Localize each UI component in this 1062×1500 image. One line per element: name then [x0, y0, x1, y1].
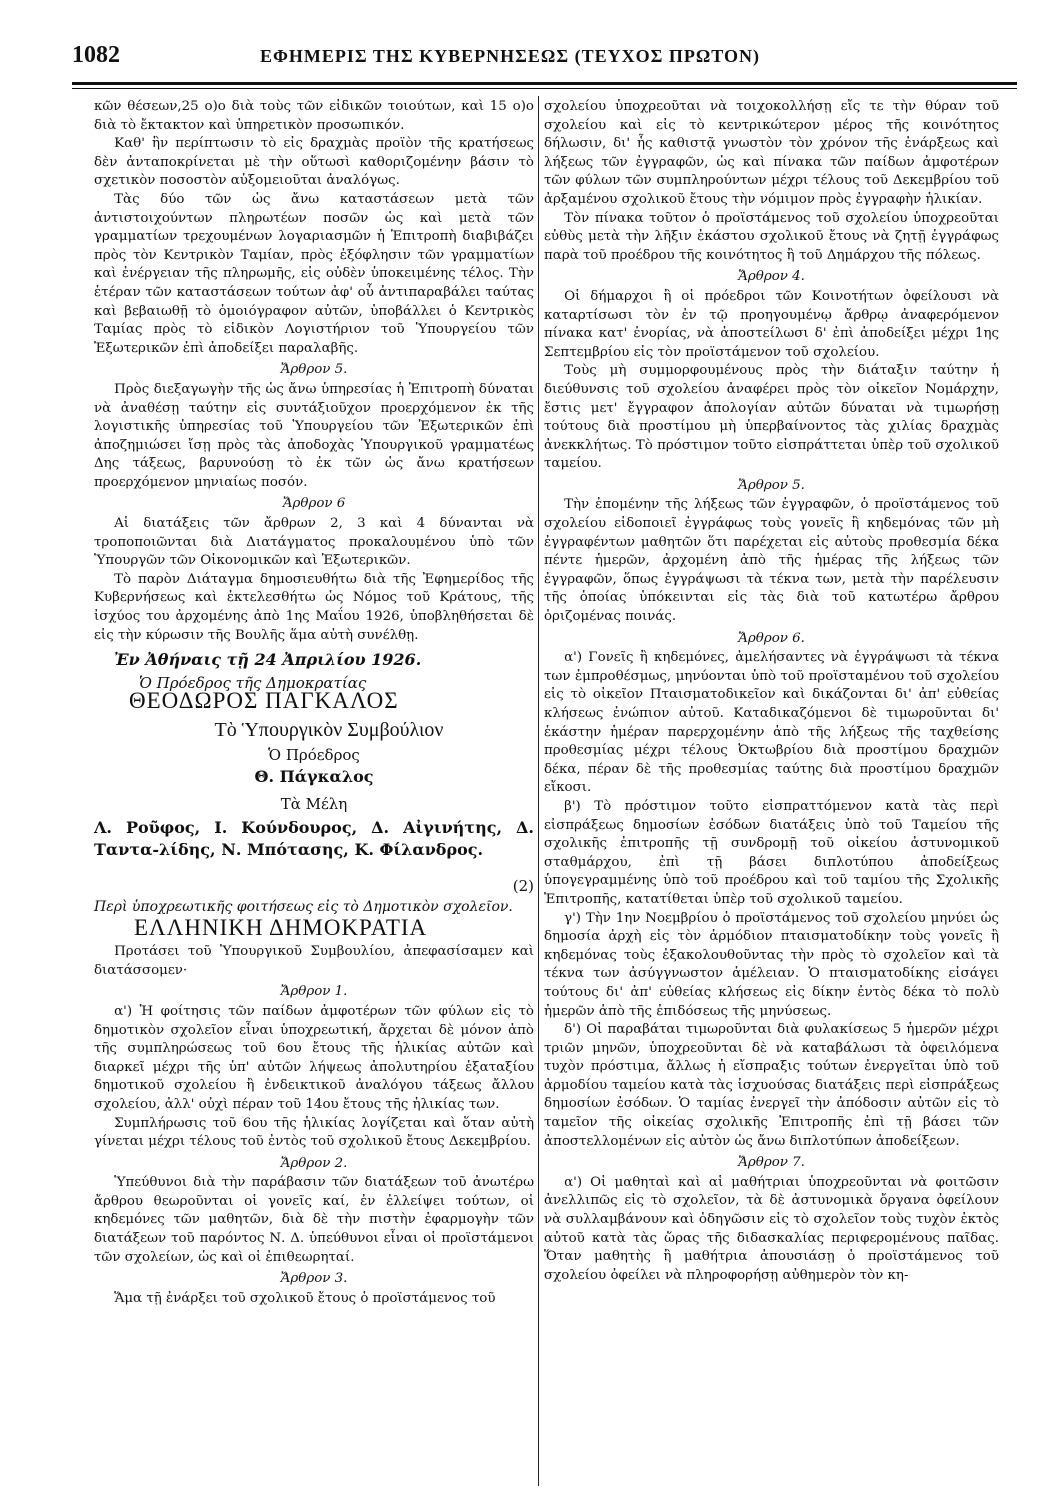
paragraph: α') Ἡ φοίτησις τῶν παίδων ἀμφοτέρων τῶν φύλων εἰς τὸ δημοτικὸν σχολεῖον εἶναι ὑποχρεωτική, ἄρχεται δὲ μόνον ἀπὸ τῆς συμπληρώσεως τοῦ 6ου ἔτους τῆς ἡλικίας αὐτῶν καὶ διαρκεῖ μέχρι τῆς ὑπ' αὐτῶν λήψεως ἀπολυτηρίου ἑξαταξίου δημοτικοῦ σχολείου ἢ ἐνδεικτικοῦ ἀναλόγου τάξεως ἄλλου σχολείου, ἀλλ' οὐχὶ πέραν τοῦ 14ου ἔτους τῆς ἡλικίας των.	[94, 1003, 534, 1112]
right-column	[544, 98, 999, 1285]
column-divider	[538, 96, 539, 1486]
paragraph: Συμπλήρωσις τοῦ 6ου τῆς ἡλικίας λογίζεται καὶ ὅταν αὐτὴ γίνεται μέχρι τέλους τοῦ ἐντὸς τοῦ σχολικοῦ ἔτους Δεκεμβρίου.	[94, 1115, 534, 1150]
paragraph: Τοὺς μὴ συμμορφουμένους πρὸς τὴν διάταξιν ταύτην ἡ διεύθυνσις τοῦ σχολείου ἀναφέρει πρὸς τὸν οἰκεῖον Νομάρχην, ἔστις μετ' ἔγγραφον ἀπολογίαν αὐτῶν δύναται νὰ τιμωρήσῃ τούτους διὰ προστίμου μὴ ὑπερβαίνοντος τὰς χιλίας δραχμὰς ἀνεκκλήτως. Τὸ πρόστιμον τοῦτο εἰσπράττεται ὑπὲρ τοῦ σχολικοῦ ταμείου.	[544, 363, 999, 472]
paragraph: κῶν θέσεων,25 ο)ο διὰ τοὺς τῶν εἰδικῶν τοιούτων, καὶ 15 ο)ο διὰ τὸ ἔκτακτον καὶ ὑπηρετικὸν προσωπικόν.	[94, 99, 534, 133]
left-column	[94, 98, 534, 1308]
paragraph: Ὑπεύθυνοι διὰ τὴν παράβασιν τῶν διατάξεων τοῦ ἀνωτέρω ἄρθρου θεωροῦνται οἱ γονεῖς καί, ἐν ἐλλείψει τούτων, οἱ κηδεμόνες τῶν μαθητῶν, διὰ δὲ τὴν πιστὴν ἐφαρμογὴν τῶν διατάξεων τοῦ παρόντος Ν. Δ. ὑπεύθυνοι εἶναι οἱ προϊστάμενοι τῶν σχολείων, ὡς καὶ οἱ ἐπιθεωρηταί.	[94, 1175, 534, 1265]
article-heading: Ἄρθρον 1.	[280, 984, 348, 1000]
paragraph: β') Τὸ πρόστιμον τοῦτο εἰσπραττόμενον κατὰ τὰς περὶ εἰσπράξεως δημοσίων ἐσόδων διατάξεις ὑπὸ τοῦ Ταμείου τῆς σχολικῆς ἐπιτροπῆς τῇ συνδρομῇ τοῦ οἰκείου ἀστυνομικοῦ σταθμάρχου, ἐπὶ τῇ βάσει διπλοτύπου ἀποδείξεως ὑπογεγραμμένης ὑπὸ τοῦ προέδρου καὶ τοῦ ταμίου τῆς Σχολικῆς Ἐπιτροπῆς, κατατίθεται ὑπὲρ τοῦ σχολικοῦ ταμείου.	[544, 798, 999, 907]
article-heading: Ἄρθρον 3.	[280, 1271, 348, 1287]
president-name: ΘΕΟΔΩΡΟΣ ΠΑΓΚΑΛΟΣ	[129, 688, 399, 714]
article-heading: Ἄρθρον 7.	[738, 1155, 805, 1171]
paragraph: Τὸν πίνακα τοῦτον ὁ προϊστάμενος τοῦ σχολείου ὑποχρεοῦται εὐθὺς μετὰ τὴν λῆξιν ἑκάστου σχολικοῦ ἔτους νὰ ζητῇ ἐγγράφως παρὰ τοῦ προέδρου τῆς κοινότητος ἢ τοῦ Δημάρχου τῆς πόλεως.	[544, 210, 999, 263]
decree-subject: Περὶ ὑποχρεωτικῆς φοιτήσεως εἰς τὸ Δημοτικὸν σχολεῖον.	[94, 898, 513, 915]
paragraph: Οἱ δήμαρχοι ἢ οἱ πρόεδροι τῶν Κοινοτήτων ὀφείλουσι νὰ καταρτίσωσι τὸν ἐν τῷ προηγουμένῳ ἄρθρῳ ἀναφερόμενον πίνακα κατ' ἐνορίας, νὰ ἀποστείλωσι δ' ἐπὶ ἀποδείξει μέχρι 1ης Σεπτεμβρίου εἰς τὸν προϊστάμενον τοῦ σχολείου.	[544, 288, 999, 360]
header-rule-thin	[72, 88, 1017, 89]
chair-label: Ὁ Πρόεδρος	[268, 745, 360, 764]
paragraph: Καθ' ἣν περίπτωσιν τὸ εἰς δραχμὰς προϊὸν τῆς κρατήσεως δὲν ἀνταποκρίνεται μὲ τὴν οὕτωσὶ καθοριζομένην βάσιν τὸ σχετικὸν ποσοστὸν αὐξομειοῦται ἀναλόγως.	[94, 136, 534, 189]
paragraph: α') Οἱ μαθηταὶ καὶ αἱ μαθήτριαι ὑποχρεοῦνται νὰ φοιτῶσιν ἀνελλιπῶς εἰς τὸ σχολεῖον, τὰ δὲ ἀστυνομικὰ ὄργανα ὀφείλουν νὰ συλλαμβάνουν καὶ ὁδηγῶσιν εἰς τὸ σχολεῖον τοὺς τυχὸν ἐκτὸς αὐτοῦ κατὰ τὰς ὥρας τῆς διδασκαλίας περιφερομένους παῖδας. Ὅταν μαθητὴς ἢ μαθήτρια ἀπουσιάσῃ ὁ προϊστάμενος τοῦ σχολείου ὀφείλει νὰ πληροφορήσῃ αὐθημερὸν τὸν κη-	[544, 1174, 999, 1283]
paragraph: Ἅμα τῇ ἐνάρξει τοῦ σχολικοῦ ἔτους ὁ προϊστάμενος τοῦ	[114, 1290, 496, 1306]
paragraph: γ') Τὴν 1ην Νοεμβρίου ὁ προϊστάμενος τοῦ σχολείου μηνύει ὡς δημοσία ἀρχὴ εἰς τὸν ἁρμόδιον πταισματοδίκην τοὺς γονεῖς ἢ κηδεμόνας τοὺς ἐξακολουθοῦντας τὴν πρὸς τὸ σχολεῖον καὶ τὰ τέκνα των ἀσύγγνωστον ἀμέλειαν. Ὁ πταισματοδίκης εἰσάγει τούτους δι' ἀπ' εὐθείας κλήσεως εἰς δίκην ἐντὸς δέκα τὸ πολὺ ἡμερῶν ἀπὸ τῆς ἐπιδόσεως τῆς μηνύσεως.	[544, 910, 999, 1019]
chair-name: Θ. Πάγκαλος	[254, 767, 374, 787]
paragraph: Τὴν ἐπομένην τῆς λήξεως τῶν ἐγγραφῶν, ὁ προϊστάμενος τοῦ σχολείου εἰδοποιεῖ ἐγγράφως τοὺς γονεῖς ἢ κηδεμόνας τῶν μὴ ἐγγραφέντων μαθητῶν ὅτι παρέχεται εἰς αὐτοὺς προθεσμία δέκα πέντε ἡμερῶν, ἀρχομένη ἀπὸ τῆς ἡμέρας τῆς λήξεως τῶν ἐγγραφῶν, ὅπως ἐγγράψωσι τὰ τέκνα των, μετὰ τὴν παρέλευσιν τῆς ὁποίας ὑπόκεινται εἰς τὰς διὰ τοῦ κατωτέρω ἄρθρου ὁριζομένας ποινάς.	[544, 497, 999, 625]
paragraph: α') Γονεῖς ἢ κηδεμόνες, ἀμελήσαντες νὰ ἐγγράψωσι τὰ τέκνα των ἐμπροθέσμως, μηνύονται ὑπὸ τοῦ προϊσταμένου τοῦ σχολείου εἰς τὸ οἰκεῖον Πταισματοδικεῖον καὶ δικάζονται δι' ἀπ' εὐθείας κλήσεως ἐνώπιον αὐτοῦ. Καταδικαζόμενοι δὲ τιμωροῦνται δι' ἑκάστην ἡμέραν παρερχομένην ἀπὸ τῆς λήξεως τῆς ταχθείσης προθεσμίας μέχρι τέλους Ὀκτωβρίου διὰ προστίμου δραχμῶν δέκα, πέραν δὲ τῆς προθεσμίας ταύτης διὰ προστίμου δραχμῶν εἴκοσι.	[544, 650, 999, 796]
republic-heading: ΕΛΛΗΝΙΚΗ ΔΗΜΟΚΡΑΤΙΑ	[134, 914, 428, 940]
paragraph: Τὰς δύο τῶν ὡς ἄνω καταστάσεων μετὰ τῶν ἀντιστοιχούντων πληρωτέων ποσῶν ὡς καὶ μετὰ τῶν γραμματίων τρεχουμένων λογαριασμῶν ἡ Ἐπιτροπὴ διαβιβάζει πρὸς τὸν Κεντρικὸν Ταμίαν, πρὸς ἐξόφλησιν τῶν γραμματίων καὶ ἐνέργειαν τῆς πληρωμῆς, εἰς οὐδὲν ὑποκειμένης τέλος. Τὴν ἑτέραν τῶν καταστάσεων τούτων ἀφ' οὗ ἀντιπαραβάλει ταύτας καὶ βεβαιωθῇ τὸ ὁμοιόγραφον αὐτῶν, ὑποβάλλει ὁ Κεντρικὸς Ταμίας πρὸς τὸ εἰδικὸν Λογιστήριον τοῦ Ὑπουργείου τῶν Ἐξωτερικῶν ἐπὶ ἀποδείξει παραλαβῆς.	[94, 191, 534, 356]
article-heading: Ἄρθρον 2.	[280, 1155, 348, 1171]
gazette-title: ΕΦΗΜΕΡΙΣ ΤΗΣ ΚΥΒΕΡΝΗΣΕΩΣ (ΤΕΥΧΟΣ ΠΡΩΤΟΝ)	[260, 46, 760, 66]
decree-number: (2)	[512, 877, 534, 896]
page-header	[72, 36, 1012, 86]
signature-title: Ὁ Πρόεδρος τῆς Δημοκρατίας	[139, 673, 367, 692]
date-line: Ἐν Ἀθήναις τῇ 24 Ἀπριλίου 1926.	[114, 650, 422, 670]
members-label: Τὰ Μέλη	[280, 794, 348, 813]
paragraph: Αἱ διατάξεις τῶν ἄρθρων 2, 3 καὶ 4 δύνανται νὰ τροποποιῶνται διὰ Διατάγματος προκαλουμένου ὑπὸ τῶν Ὑπουργῶν τῶν Οἰκονομικῶν καὶ Ἐξωτερικῶν.	[94, 516, 534, 569]
article-heading: Ἄρθρον 4.	[738, 269, 805, 285]
paragraph: Προτάσει τοῦ Ὑπουργικοῦ Συμβουλίου, ἀπεφασίσαμεν καὶ διατάσσομεν·	[94, 944, 534, 978]
members-list: Λ. Ροῦφος, Ι. Κούνδουρος, Δ. Αἰγινήτης, Δ. Ταντα-λίδης, Ν. Μπότασης, Κ. Φίλανδρος.	[94, 818, 534, 860]
paragraph: Τὸ παρὸν Διάταγμα δημοσιευθήτω διὰ τῆς Ἐφημερίδος τῆς Κυβερνήσεως καὶ ἐκτελεσθήτω ὡς Νόμος τοῦ Κράτους, τῆς ἰσχύος του ἀρχομένης ἀπὸ 1ης Μαΐου 1926, ὑποβληθήσεται δὲ εἰς τὴν κύρωσιν τῆς Βουλῆς ἅμα αὐτὴ συνέλθῃ.	[94, 571, 534, 643]
article-heading: Ἄρθρον 6	[282, 496, 346, 512]
header-rule	[72, 82, 1017, 85]
council-heading: Τὸ Ὑπουργικὸν Συμβούλιον	[214, 719, 444, 741]
article-heading: Ἄρθρον 5.	[738, 477, 805, 493]
paragraph: δ') Οἱ παραβάται τιμωροῦνται διὰ φυλακίσεως 5 ἡμερῶν μέχρι τριῶν μηνῶν, ὑποχρεοῦνται δὲ νὰ καταβάλωσι τὰ ὀφειλόμενα τυχὸν πρόστιμα, ἄλλως ἡ εἴσπραξις τούτων ἐνεργεῖται ὑπὸ τοῦ ἁρμοδίου ταμείου κατὰ τὰς ἰσχυούσας διατάξεις περὶ εἰσπράξεως δημοσίων ἐσόδων. Ὁ ταμίας ἐνεργεῖ τὴν ἀπόδοσιν αὐτῶν εἰς τὸ ταμεῖον τῆς οἰκείας σχολικῆς Ἐπιτροπῆς ἐπὶ τῇ βάσει τῶν ἀποστελλομένων εἰς αὐτὸν ὡς ἄνω διπλοτύπων ἀποδείξεων.	[544, 1022, 999, 1149]
paragraph: Πρὸς διεξαγωγὴν τῆς ὡς ἄνω ὑπηρεσίας ἡ Ἐπιτροπὴ δύναται νὰ ἀναθέσῃ ταύτην εἰς συντάξιοῦχον προερχόμενον ἐκ τῆς λογιστικῆς ὑπηρεσίας τοῦ Ὑπουργείου τῶν Ἐξωτερικῶν ἐπὶ ἀποζημιώσει ἴσῃ πρὸς τὰς ἀποδοχὰς Ὑπουργικοῦ γραμματέως Δης τάξεως, βαρυνούσῃ τὸ ἐκ τῶν ὡς ἄνω κρατήσεων προερχόμενον μηνιαίως ποσόν.	[94, 381, 534, 490]
article-heading: Ἄρθρον 6.	[738, 630, 805, 646]
article-heading: Ἄρθρον 5.	[280, 362, 348, 378]
paragraph: σχολείου ὑποχρεοῦται νὰ τοιχοκολλήσῃ εἴς τε τὴν θύραν τοῦ σχολείου καὶ εἰς τὸ κεντρικώτερον μέρος τῆς κοινότητος δήλωσιν, δι' ἧς καθιστᾷ γνωστὸν τὸν χρόνον τῆς ἐνάρξεως καὶ λήξεως τῶν ἐγγραφῶν, ὡς καὶ πίνακα τῶν παίδων ἀμφοτέρων τῶν φύλων τῶν συμπληρούντων μέχρι τέλους τοῦ Δεκεμβρίου τοῦ ἀρξαμένου σχολικοῦ ἔτους τὴν νόμιμον πρὸς ἐγγραφὴν ἡλικίαν.	[544, 99, 999, 207]
page-number: 1082	[72, 42, 120, 68]
